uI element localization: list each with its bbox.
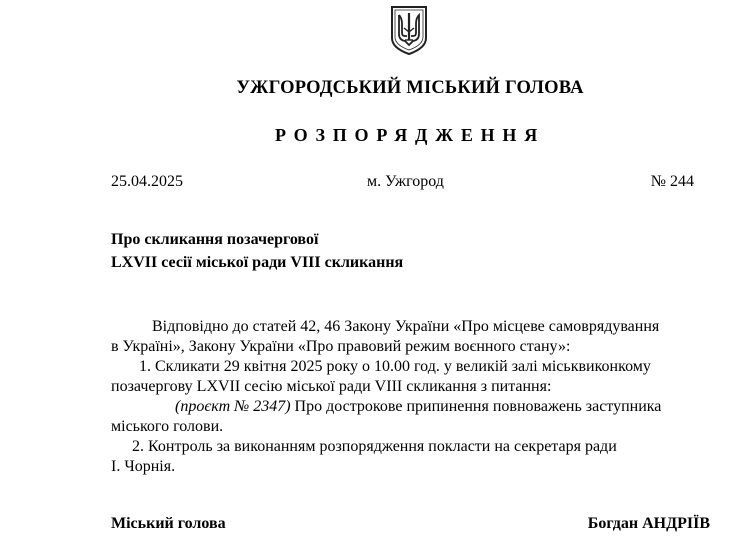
- item-2-line-1: 2. Контроль за виконанням розпорядження покласти на секретаря ради: [132, 438, 617, 455]
- document-date: 25.04.2025: [111, 173, 183, 190]
- signature-position: Міський голова: [111, 515, 226, 532]
- signature-name: Богдан АНДРІЇВ: [587, 515, 710, 532]
- paragraph-1-line-1: Відповідно до статей 42, 46 Закону України «Про місцеве самоврядування: [152, 318, 660, 335]
- subject-line-2: LXVII сесії міської ради VIII скликання: [111, 254, 404, 271]
- document-type-title: РОЗПОРЯДЖЕННЯ: [274, 125, 546, 145]
- item-1-line-3: [175, 398, 661, 416]
- paragraph-1-line-2: в Україні», Закону України «Про правовий режим воєнного стану»:: [111, 338, 571, 355]
- organization-title: УЖГОРОДСЬКИЙ МІСЬКИЙ ГОЛОВА: [236, 78, 584, 98]
- item-2-line-2: І. Чорнія.: [111, 458, 176, 475]
- project-reference: (проєкт № 2347): [175, 398, 291, 415]
- document-city: м. Ужгород: [367, 173, 444, 190]
- document-number: № 244: [650, 173, 694, 190]
- item-1-line-4: міського голови.: [111, 418, 224, 435]
- trident-icon: [389, 4, 429, 56]
- item-1-line-2: позачергову LXVII сесію міської ради VIII скликання з питання:: [111, 378, 552, 395]
- item-1-line-1: 1. Скликати 29 квітня 2025 року о 10.00 год. у великій залі міськвиконкому: [139, 358, 651, 375]
- subject-line-1: Про скликання позачергової: [111, 231, 319, 248]
- item-1-line-3-text: Про дострокове припинення повноважень заступника: [290, 398, 662, 415]
